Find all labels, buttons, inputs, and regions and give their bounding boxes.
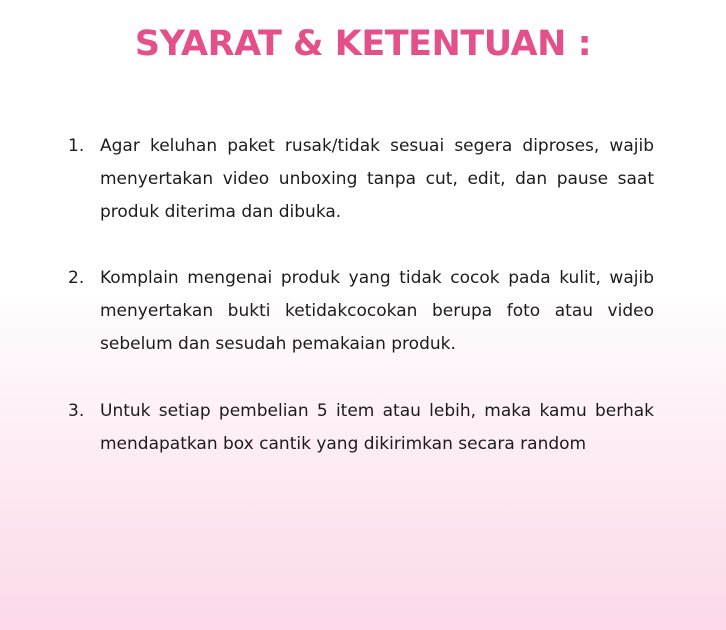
term-number: 3. [68,401,85,421]
term-number: 1. [68,136,85,156]
term-text: Agar keluhan paket rusak/tidak sesuai segera diproses, wajib menyertakan video unboxing tanpa cut, edit, dan pause saat produk diterima dan dibuka. [100,136,654,222]
term-item [68,395,654,461]
term-number: 2. [68,268,85,288]
term-item [68,262,654,361]
term-text: Komplain mengenai produk yang tidak cocok pada kulit, wajib menyertakan bukti ketidakcocokan berupa foto atau video sebelum dan sesudah pemakaian produk. [100,268,654,354]
term-text: Untuk setiap pembelian 5 item atau lebih, maka kamu berhak mendapatkan box cantik yang dikirimkan secara random [100,401,654,454]
term-item [68,130,654,229]
page-title: SYARAT & KETENTUAN : [134,24,592,64]
